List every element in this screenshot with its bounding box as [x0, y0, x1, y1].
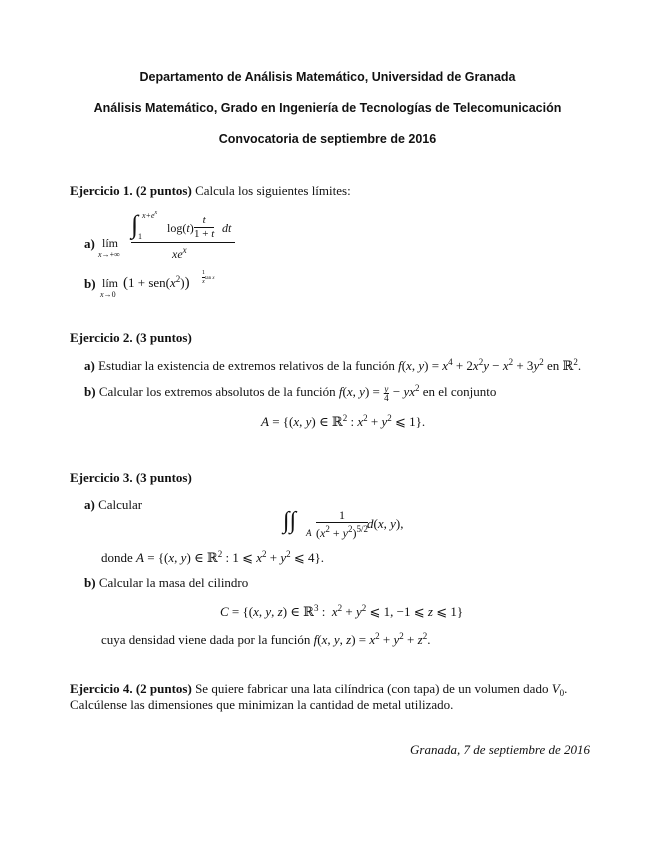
- lim-symbol: lím: [102, 236, 119, 250]
- cylinder-set: C = {(x, y, z) ∈ ℝ$^3$ : $x^2 + y^2$ ⩽ 1, −1 ⩽ z ⩽ 1}: [220, 603, 464, 620]
- limit-b-exponent: $\frac{1}{x}$: [202, 269, 205, 285]
- exercise-3-heading: [70, 470, 192, 486]
- exercise-3-title: Ejercicio 3.: [70, 470, 133, 485]
- signature-line: Granada, 7 de septiembre de 2016: [410, 742, 591, 757]
- integrand-dt: dt: [222, 221, 232, 235]
- exercise-4-text-1: Se quiere fabricar una lata cilíndrica (con tapa) de un volumen dado: [195, 681, 549, 696]
- function-2a: f: [398, 358, 402, 373]
- double-integral-region: A: [306, 528, 312, 538]
- exercise-3b: [84, 575, 248, 591]
- exercise-1-statement: Calcula los siguientes límites:: [195, 183, 351, 198]
- limit-b-expression: $(1 + sen(x^2))$: [123, 274, 190, 291]
- lim-subscript: x→+∞: [98, 250, 120, 259]
- exercise-3a-region: donde A = {(x, y) ∈ ℝ$^2$ : 1 ⩽ $x^2 + y^2$ ⩽ 4}.: [101, 549, 325, 566]
- exercise-3a-label: a): [84, 497, 95, 512]
- lim-symbol-b: lím: [102, 276, 119, 290]
- exercise-2a-in: en: [546, 358, 560, 373]
- double-integral-measure: d(x, y),: [367, 516, 404, 531]
- exercise-3a: [84, 497, 142, 513]
- exercise-4-points: (2 puntos): [135, 681, 192, 696]
- exercise-3a-where: donde: [101, 550, 133, 565]
- department-heading: Departamento de Análisis Matemático, Universidad de Granada: [139, 70, 516, 84]
- integral-upper-limit: $x+e^x$: [142, 210, 158, 220]
- integral-sign: ∫: [131, 210, 139, 239]
- exercise-2-title: Ejercicio 2.: [70, 330, 133, 345]
- session-heading: Convocatoria de septiembre de 2016: [218, 132, 437, 146]
- exercise-1b-label: b): [84, 276, 96, 291]
- exercise-2-heading: [70, 330, 192, 346]
- function-2b: f: [338, 384, 343, 399]
- exercise-3b-text: Calcular la masa del cilindro: [98, 575, 249, 590]
- exercise-4-title: Ejercicio 4.: [70, 681, 133, 696]
- set-a-definition: A = {(x, y) ∈ ℝ$^2$ : $x^2 + y^2$ ⩽ 1}.: [261, 413, 426, 430]
- exercise-3-points: (3 puntos): [135, 470, 192, 485]
- limit-b-exponent-tan: tan x: [205, 276, 215, 281]
- limit-fraction-bar: [131, 242, 235, 243]
- exercise-2b-label: b): [84, 384, 96, 399]
- limit-denominator: $xe^x$: [172, 245, 187, 261]
- exercise-2-points: (3 puntos): [135, 330, 192, 345]
- integral-lower-limit: 1: [138, 232, 142, 241]
- exercise-2a: a) Estudiar la existencia de extremos relativos de la función f(x, $y) = x^4 + 2x^2y - x^2 + 3y^2$ en ℝ$^2$.: [84, 357, 582, 374]
- exercise-1a-label: a): [84, 236, 95, 251]
- exercise-3a-text: Calcular: [98, 497, 143, 512]
- exercise-1-title: Ejercicio 1.: [70, 183, 133, 198]
- course-heading: Análisis Matemático, Grado en Ingeniería de Tecnologías de Telecomunicación: [93, 101, 562, 115]
- exercise-1-points: (2 puntos): [135, 183, 192, 198]
- exercise-3b-density: cuya densidad viene dada por la función f(x, y, $z) = x^2 + y^2 + z^2$.: [101, 631, 431, 647]
- exercise-2a-text: Estudiar la existencia de extremos relativos de la función: [98, 358, 395, 373]
- exercise-2b: b) Calcular los extremos absolutos de la función f(x, y) = $\frac{y}{4}$ − $yx^2$ en el conjunto: [84, 383, 497, 403]
- double-integrand: $\frac{1}{(x^2 + y^2)^{5/2}}$: [316, 508, 368, 540]
- exercise-2a-label: a): [84, 358, 95, 373]
- exercise-4-text-2: Calcúlense las dimensiones que minimizan la cantidad de metal utilizado.: [70, 697, 454, 712]
- exercise-1-heading: [70, 183, 351, 199]
- double-integral-sign: ∫∫: [283, 508, 297, 534]
- integrand-log: log(t): [167, 221, 194, 235]
- exercise-2b-tail: en el conjunto: [422, 384, 497, 399]
- volume-symbol: V: [551, 681, 560, 696]
- exercise-4-line-1: Ejercicio 4. (2 puntos) Se quiere fabricar una lata cilíndrica (con tapa) de un volumen dado $V_0$.: [70, 681, 568, 698]
- exercise-3b-label: b): [84, 575, 96, 590]
- r2-symbol: ℝ: [562, 359, 574, 374]
- lim-subscript-b: x→0: [100, 290, 116, 299]
- integrand-fraction: $\frac{t}{1 + t}$: [194, 214, 215, 240]
- exercise-3b-density-text: cuya densidad viene dada por la función: [101, 632, 311, 647]
- exercise-2b-text: Calcular los extremos absolutos de la función: [98, 384, 336, 399]
- exercise-4-line-2: [70, 697, 453, 713]
